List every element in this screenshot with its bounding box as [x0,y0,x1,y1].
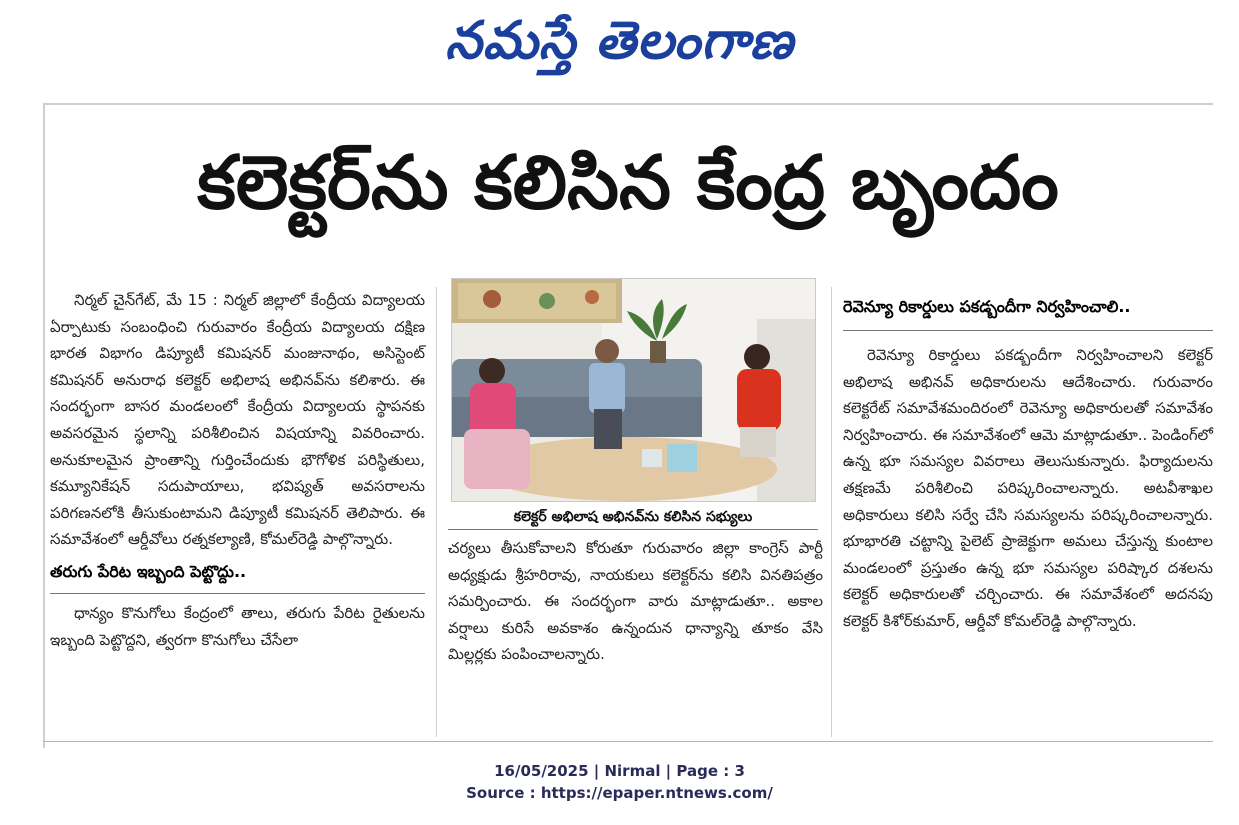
newspaper-masthead: నమస్తే తెలంగాణ [445,11,794,71]
photo-caption: కలెక్టర్ అభిలాష అభినవ్‌ను కలిసిన సభ్యులు [513,509,753,525]
article-photo [451,278,816,502]
column-divider [831,287,832,737]
subhead-divider [50,593,425,594]
page-footer [0,760,1239,804]
article-column-1 [50,287,425,653]
edition-info: 16/05/2025 | Nirmal | Page : 3 [494,762,745,780]
article-subhead: రెవెన్యూ రికార్డులు పకడ్బందీగా నిర్వహించాలి.. [843,297,1131,316]
subhead-divider [843,330,1213,331]
article-paragraph: చర్యలు తీసుకోవాలని కోరుతూ గురువారం జిల్లా కాంగ్రెస్ పార్టీ అధ్యక్షుడు శ్రీహరిరావు, నాయకులు కలెక్టర్‌ను కలిసి వినతిపత్రం సమర్పించారు. ఈ సందర్భంగా వారు మాట్లాడుతూ.. అకాల వర్షాలు కురిసే అవకాశం ఉన్నందున ధాన్యాన్ని తూకం వేసి మిల్లర్లకు పంపించాలన్నారు. [448,539,823,664]
top-divider [43,103,1213,105]
article-column-3 [843,342,1213,635]
article-paragraph: రెవెన్యూ రికార్డులు పకడ్బందీగా నిర్వహించాలని కలెక్టర్ అభిలాష అభినవ్ అధికారులను ఆదేశించారు. గురువారం కలెక్టరేట్ సమావేశమందిరంలో రెవెన్యూ అధికారులతో సమావేశం నిర్వహించారు. ఈ సమావేశంలో ఆమె మాట్లాడుతూ.. పెండింగ్‌లో ఉన్న భూ సమస్యల వివరాలు తెలుసుకున్నారు. ఫిర్యాదులను తక్షణమే పరిశీలించి పరిష్కరించాలన్నారు. అటవీశాఖల అధికారులు కలిసి సర్వే చేసి సమస్యలను పరిష్కరించాలన్నారు. భూభారతి చట్టాన్ని పైలెట్ ప్రాజెక్టుగా అమలు చేస్తున్న కుంటాల మండలంలో ప్రస్తుతం ఉన్న భూ సమస్యల పరిష్కార దశలను కలెక్టర్ అధికారులతో చర్చించారు. ఈ సమావేశంలో అదనపు కలెక్టర్ కిశోర్‌కుమార్, ఆర్డీవో కోమల్‌రెడ్డి పాల్గొన్నారు. [843,346,1213,630]
source-link[interactable]: Source : https://epaper.ntnews.com/ [466,784,773,802]
article-paragraph: ధాన్యం కొనుగోలు కేంద్రంలో తాలు, తరుగు పేరిట రైతులను ఇబ్బంది పెట్టొద్దని, త్వరగా కొనుగోలు చేసేలా [50,603,425,649]
article-paragraph: నిర్మల్ చైన్‌గేట్, మే 15 : నిర్మల్ జిల్లాలో కేంద్రీయ విద్యాలయ ఏర్పాటుకు సంబంధించి గురువారం కేంద్రీయ విద్యాలయ దక్షిణ భారత విభాగం డిప్యూటీ కమిషనర్ మంజునాథం, అసిస్టెంట్ కమిషనర్ అనురాధ కలెక్టర్ అభిలాష అభినవ్‌ను కలిశారు. ఈ సందర్భంగా బాసర మండలంలో కేంద్రీయ విద్యాలయ స్థాపనకు అవసరమైన స్థలాన్ని పరిశీలించిన విషయాన్ని వివరించారు. అనుకూలమైన ప్రాంతాన్ని గుర్తించేందుకు భౌగోళిక పరిస్థితులు, కమ్యూనికేషన్ సదుపాయాలు, భవిష్యత్ అవసరాలను పరిగణనలోకి తీసుకుంటామని డిప్యూటీ కమిషనర్ తెలిపారు. ఈ సమావేశంలో ఆర్డీవోలు రత్నకల్యాణి, కోమల్‌రెడ్డి పాల్గొన్నారు. [50,291,425,549]
article-subhead: తరుగు పేరిట ఇబ్బంది పెట్టొద్దు.. [50,561,247,581]
column-divider [436,287,437,737]
meeting-photo-illustration [452,279,815,501]
caption-divider [448,529,818,530]
bottom-divider [43,741,1213,742]
article-column-2 [448,535,823,668]
article-headline: కలెక్టర్‌ను కలిసిన కేంద్ర బృందం [197,140,1059,226]
